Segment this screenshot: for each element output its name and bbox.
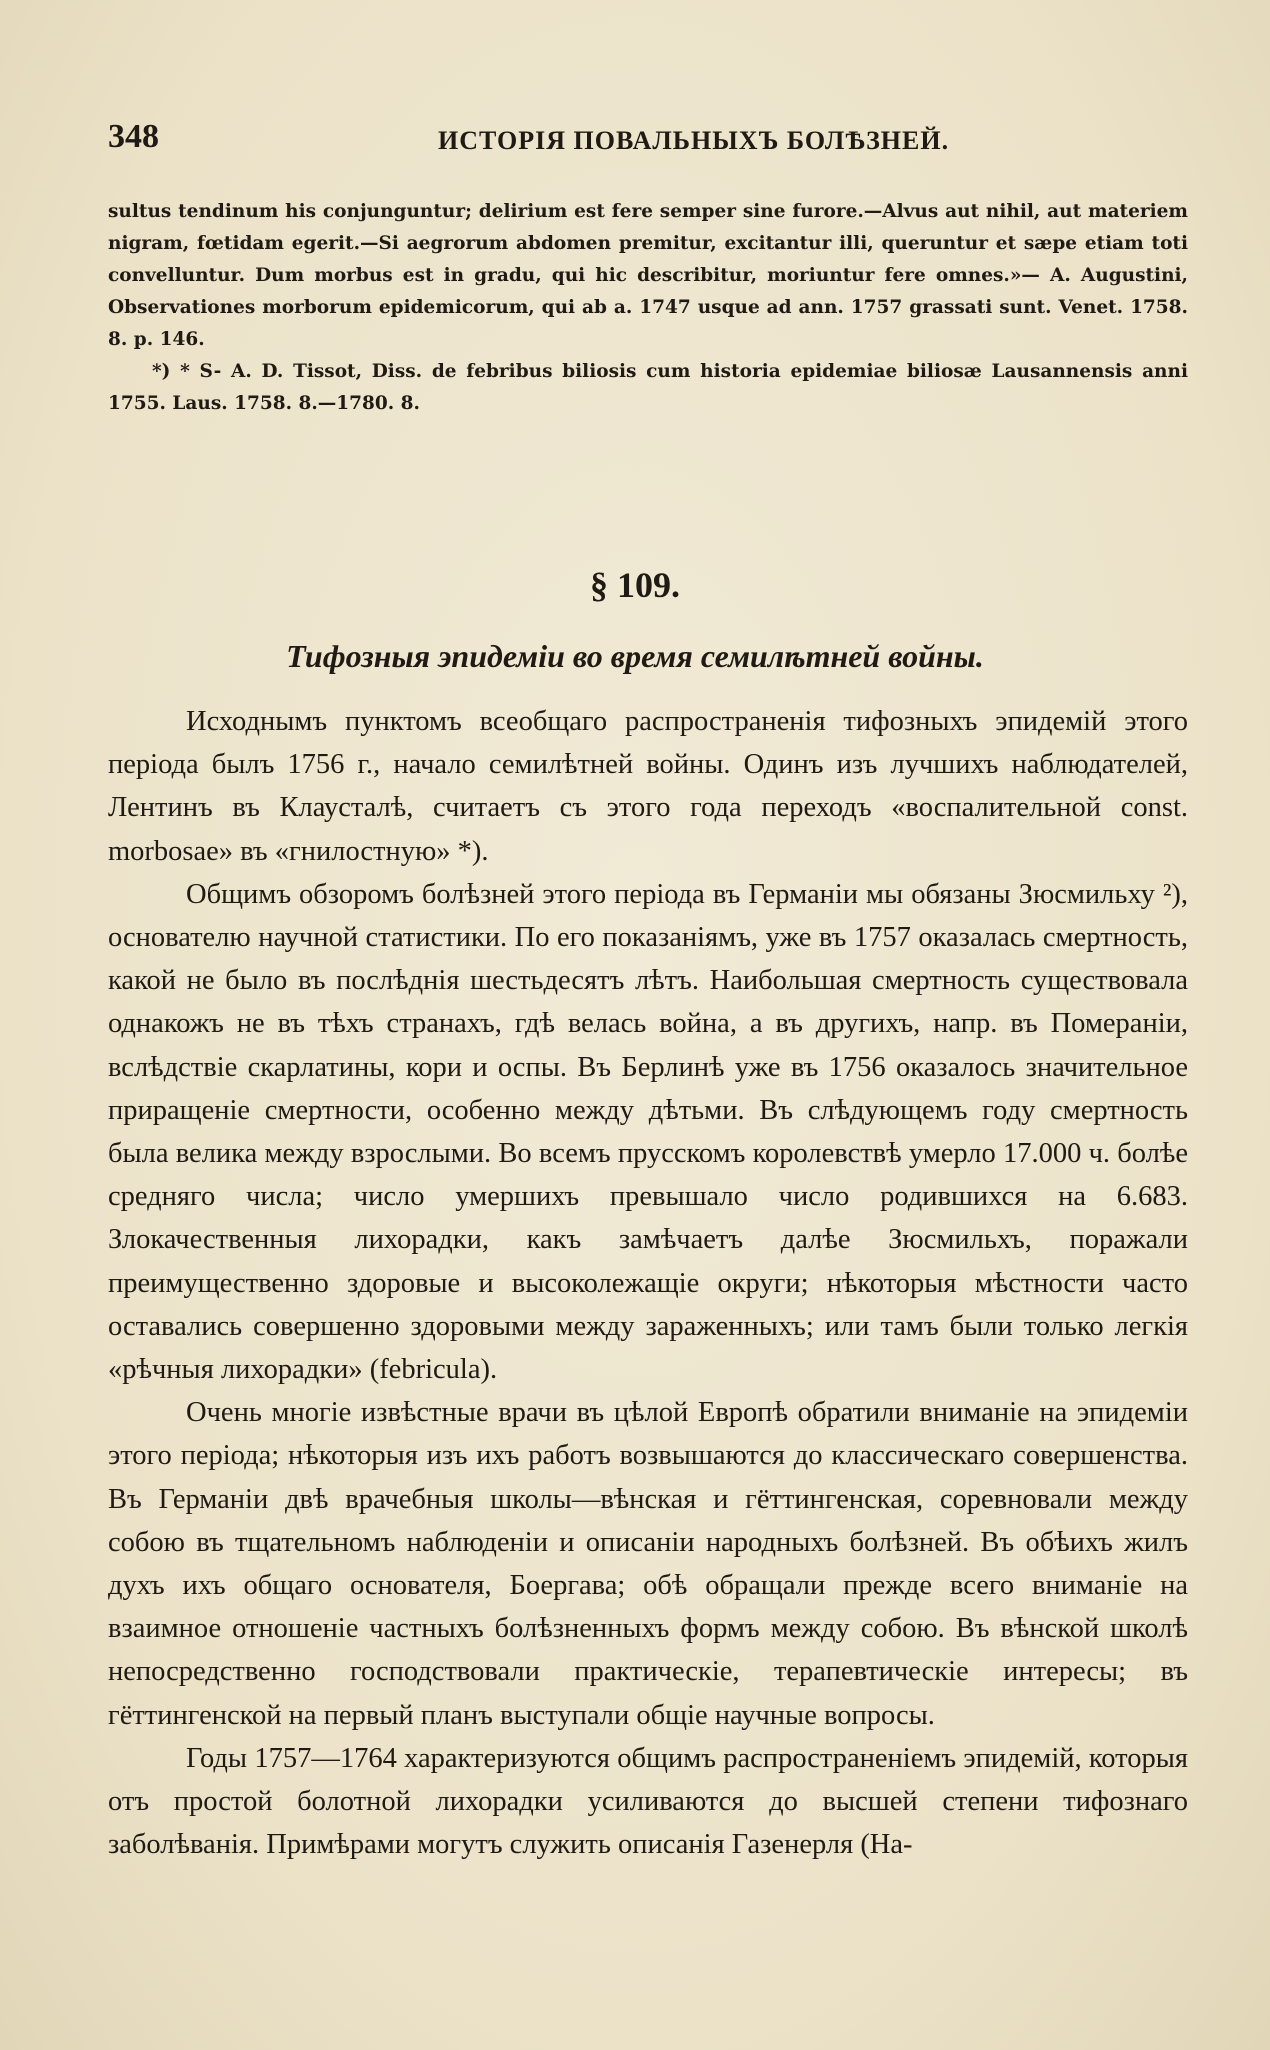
page-header xyxy=(108,118,1188,158)
body-text xyxy=(108,700,1188,1866)
footnote: *) * S- A. D. Tissot, Diss. de febribus biliosis cum historia epidemiae biliosæ Lausannensis anni 1755. Laus. 1758. 8.—1780. 8. xyxy=(108,361,1188,414)
footnotes-continued xyxy=(108,196,1188,420)
paragraph: Общимъ обзоромъ болѣзней этого періода въ Германіи мы обязаны Зюсмильху ²), основателю научной статистики. По его показаніямъ, уже въ 1757 оказалась смертность, какой не было въ послѣднія шестьдесятъ лѣтъ. Наибольшая смертность существовала однакожъ не въ тѣхъ странахъ, гдѣ велась война, а въ другихъ, напр. въ Помераніи, вслѣдствіе скарлатины, кори и оспы. Въ Берлинѣ уже въ 1756 оказалось значительное приращеніе смертности, особенно между дѣтьми. Въ слѣдующемъ году смертность была велика между взрослыми. Во всемъ прусскомъ королевствѣ умерло 17.000 ч. болѣе средняго числа; число умершихъ превышало число родившихся на 6.683. Злокачественныя лихорадки, какъ замѣчаетъ далѣе Зюсмильхъ, поражали преимущественно здоровые и высоколежащіе округи; нѣкоторыя мѣстности часто оставались совершенно здоровыми между зараженныхъ; или тамъ были только легкія «рѣчныя лихорадки» (febricula). xyxy=(108,878,1188,1386)
paragraph: Очень многіе извѣстные врачи въ цѣлой Европѣ обратили вниманіе на эпидеміи этого періода; нѣкоторыя изъ ихъ работъ возвышаются до классическаго совершенства. Въ Германіи двѣ врачебныя школы—вѣнская и гёттингенская, соревновали между собою въ тщательномъ наблюденіи и описаніи народныхъ болѣзней. Въ обѣихъ жилъ духъ ихъ общаго основателя, Боергава; обѣ обращали прежде всего вниманіе на взаимное отношеніе частныхъ болѣзненныхъ формъ между собою. Въ вѣнской школѣ непосредственно господствовали практическіе, терапевтическіе интересы; въ гёттингенской на первый планъ выступали общіе научные вопросы. xyxy=(108,1397,1188,1731)
paragraph: Годы 1757—1764 характеризуются общимъ распространеніемъ эпидемій, которыя отъ простой болотной лихорадки усиливаются до высшей степени тифознаго заболѣванія. Примѣрами могутъ служить описанія Газенерля (На- xyxy=(108,1742,1188,1861)
section-number: § 109. xyxy=(590,565,680,605)
page-number: 348 xyxy=(108,118,159,155)
section-title: Тифозныя эпидеміи во время семилѣтней войны. xyxy=(286,638,984,674)
running-title: ИСТОРІЯ ПОВАЛЬНЫХЪ БОЛѢЗНЕЙ. xyxy=(438,126,950,155)
paragraph: Исходнымъ пунктомъ всеобщаго распространенія тифозныхъ эпидемій этого періода былъ 1756 г., начало семилѣтней войны. Одинъ изъ лучшихъ наблюдателей, Лентинъ въ Клаусталѣ, считаетъ съ этого года переходъ «воспалительной const. morbosae» въ «гнилостную» *). xyxy=(108,706,1188,867)
footnote-continuation: sultus tendinum his conjunguntur; delirium est fere semper sine furore.—Alvus aut nihil, aut materiem nigram, fœtidam egerit.—Si aegrorum abdomen premitur, excitantur illi, queruntur et sæpe etiam toti convelluntur. Dum morbus est in gradu, qui hic describitur, moriuntur fere omnes.»— A. Augustini, Observationes morborum epidemicorum, qui ab a. 1747 usque ad ann. 1757 grassati sunt. Venet. 1758. 8. p. 146. xyxy=(108,201,1188,350)
